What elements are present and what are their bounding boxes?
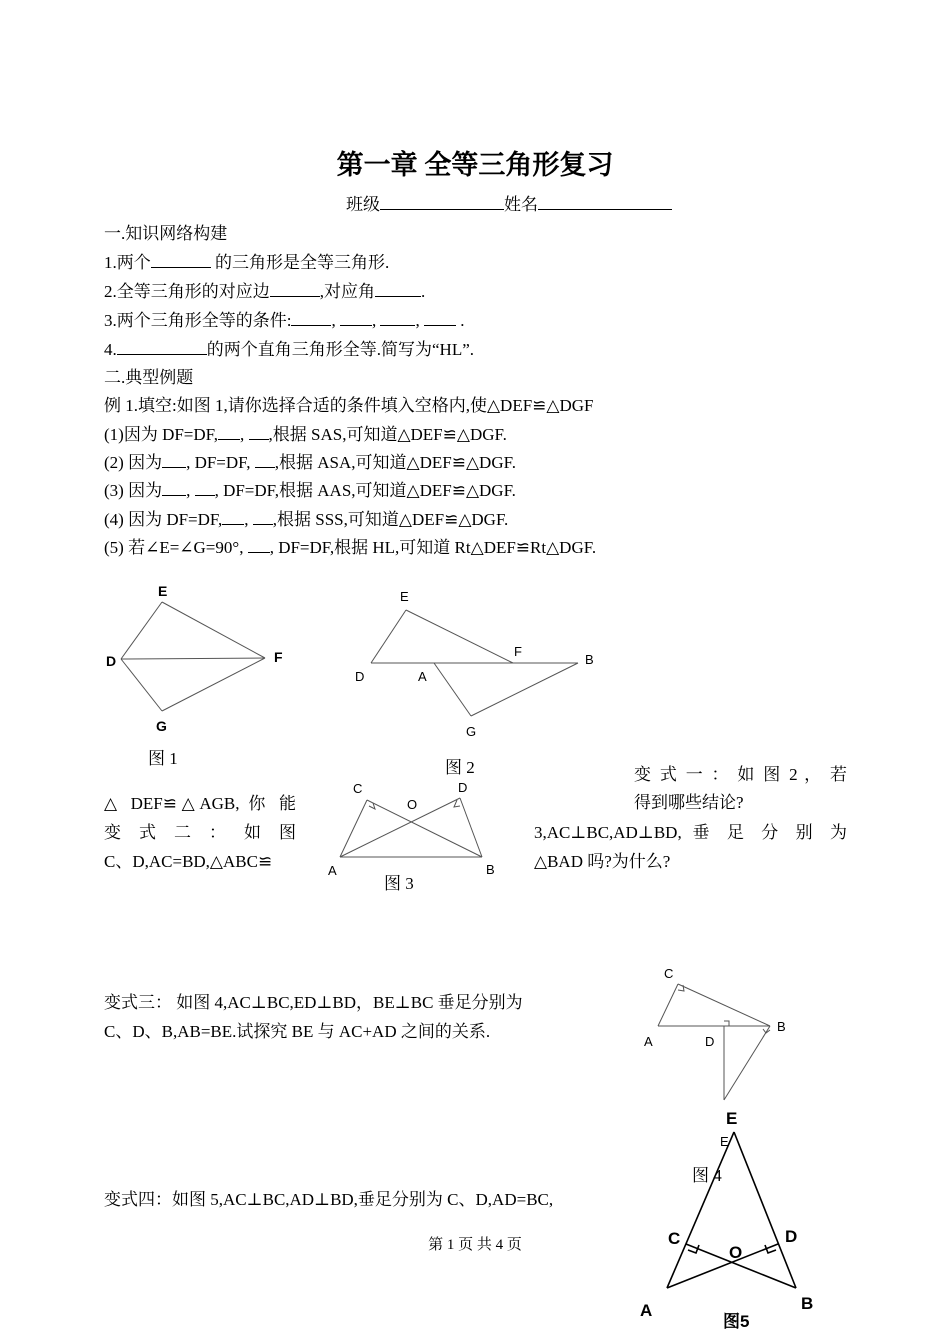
fig1-label-e: E (158, 583, 168, 599)
ex1-3-text-end: , DF=DF,根据 AAS,可知道△DEF≌△DGF. (214, 481, 516, 500)
example-1-item-2 (104, 448, 516, 473)
ex1-2-mid: , DF=DF, (186, 453, 255, 472)
example-1-item-5 (104, 533, 596, 558)
fig3-label-c: C (353, 781, 363, 796)
fig5-label-d: D (785, 1227, 798, 1246)
ex1-3-blank-2[interactable] (195, 479, 215, 496)
figure-2-caption: 图 2 (445, 758, 475, 777)
fig5-label-c: C (668, 1229, 681, 1248)
figure-5-diagram (630, 1100, 830, 1336)
q3-blank-3[interactable] (380, 309, 415, 326)
fig2-edge-ef (406, 610, 513, 663)
q2-text-mid: ,对应角 (319, 282, 375, 301)
q4-text: 4. (104, 340, 117, 359)
fig1-edge-df (121, 658, 265, 659)
variant-2-left-3: C、D,AC=BD,△ABC≌ (104, 852, 273, 871)
fig3-line-ac (340, 800, 367, 857)
fig1-edge-dg (121, 659, 162, 711)
page-footer: 第 1 页 共 4 页 (428, 1237, 522, 1253)
variant-3-line-1: 变式三： 如图 4,AC⊥BC,ED⊥BD，BE⊥BC 垂足分别为 (104, 993, 523, 1012)
figure-1-diagram (100, 578, 300, 738)
name-label: 姓名 (504, 195, 538, 214)
class-label: 班级 (346, 195, 380, 214)
section-heading-1: 一.知识网络构建 (104, 224, 228, 243)
ex1-2-blank-1[interactable] (162, 451, 186, 468)
fig2-label-f: F (514, 644, 522, 659)
variant-4-line-1: 变式四：如图 5,AC⊥BC,AD⊥BD,垂足分别为 C、D,AD=BC, (104, 1190, 554, 1209)
fig4-line-cb (678, 984, 770, 1026)
question-2 (104, 277, 425, 302)
figure-2-diagram (340, 585, 610, 745)
q1-text-end: 的三角形是全等三角形. (210, 253, 390, 272)
figure-3-caption: 图 3 (384, 874, 414, 893)
figure-3-diagram (320, 775, 510, 885)
ex1-1-text: (1)因为 DF=DF, (104, 425, 219, 444)
fig1-edge-de (121, 602, 162, 659)
fig2-edge-de (371, 610, 406, 663)
ex1-5-blank[interactable] (248, 536, 270, 553)
fig3-line-da (340, 798, 460, 857)
example-1-item-4 (104, 505, 508, 530)
fig4-line-ac (658, 984, 678, 1026)
fig3-line-cb (367, 800, 482, 857)
ex1-1-sep: , (240, 425, 249, 444)
name-blank[interactable] (538, 193, 672, 210)
fig4-label-e: E (720, 1134, 729, 1149)
q1-text: 1.两个 (104, 253, 151, 272)
ex1-1-blank-2[interactable] (249, 423, 269, 440)
q3-sep: , (331, 311, 340, 330)
ex1-1-blank-1[interactable] (218, 423, 240, 440)
q3-sep: , (415, 311, 424, 330)
figure-5-caption: 图5 (723, 1312, 750, 1331)
fig4-label-d: D (705, 1034, 715, 1049)
question-1 (104, 248, 389, 273)
fig2-edge-gb (471, 663, 578, 716)
ex1-5-text: (5) 若∠E=∠G=90°, (104, 538, 248, 557)
ex1-1-text-end: ,根据 SAS,可知道△DEF≌△DGF. (268, 425, 507, 444)
fig5-label-o: O (729, 1243, 743, 1262)
ex1-2-text: (2) 因为 (104, 453, 163, 472)
fig1-edge-ef (162, 602, 265, 658)
ex1-3-text: (3) 因为 (104, 481, 163, 500)
fig2-edge-ag (434, 663, 471, 716)
q1-blank[interactable] (151, 251, 211, 268)
ex1-4-text-end: ,根据 SSS,可知道△DEF≌△DGF. (272, 510, 509, 529)
q2-blank-1[interactable] (270, 280, 320, 297)
fig2-label-d: D (355, 669, 365, 684)
q3-sep: , (371, 311, 381, 330)
fig2-label-a: A (418, 669, 427, 684)
fig1-label-f: F (274, 649, 283, 665)
fig5-label-a: A (640, 1301, 653, 1320)
fig1-edge-gf (162, 658, 265, 711)
fig2-label-g: G (466, 724, 477, 739)
figure-1-caption: 图 1 (148, 749, 178, 768)
ex1-5-text-end: , DF=DF,根据 HL,可知道 Rt△DEF≌Rt△DGF. (269, 538, 597, 557)
q3-blank-4[interactable] (424, 309, 456, 326)
fig5-label-e: E (726, 1109, 738, 1128)
fig4-label-a: A (644, 1034, 653, 1049)
fig2-label-e: E (400, 589, 409, 604)
ex1-4-blank-2[interactable] (253, 508, 273, 525)
class-blank[interactable] (380, 193, 504, 210)
ex1-4-sep: , (244, 510, 253, 529)
ex1-2-blank-2[interactable] (255, 451, 275, 468)
question-4 (104, 335, 474, 360)
fig4-right-angle-d (724, 1021, 729, 1026)
fig3-label-a: A (328, 863, 337, 878)
variant-2-left-1: △ DEF≌△AGB, 你 能 (104, 794, 296, 813)
figure-4-caption: 图 4 (692, 1166, 722, 1185)
ex1-3-sep: , (186, 481, 195, 500)
fig3-label-o: O (407, 797, 418, 812)
example-1-prompt: 例 1.填空:如图 1,请你选择合适的条件填入空格内,使△DEF≌△DGF (104, 396, 594, 415)
variant-3-line-2: C、D、B,AB=BE.试探究 BE 与 AC+AD 之间的关系. (104, 1022, 491, 1041)
question-3 (104, 306, 464, 331)
q3-blank-2[interactable] (340, 309, 372, 326)
q3-blank-1[interactable] (291, 309, 331, 326)
ex1-3-blank-1[interactable] (162, 479, 186, 496)
fig4-line-eb (724, 1026, 770, 1100)
variant-1-line-1: 变 式 一 ： 如 图 2 ， 若 (634, 765, 847, 784)
q2-text-end: . (421, 282, 426, 301)
q3-text-end: . (455, 311, 465, 330)
fig3-label-d: D (458, 780, 468, 795)
fig4-label-b: B (777, 1019, 786, 1034)
ex1-2-text-end: ,根据 ASA,可知道△DEF≌△DGF. (274, 453, 516, 472)
example-1-item-3 (104, 476, 516, 501)
fig3-label-b: B (486, 862, 495, 877)
variant-2-left-2: 变 式 二 ： 如 图 (104, 823, 296, 842)
student-info (346, 190, 672, 215)
fig2-label-b: B (585, 652, 594, 667)
fig1-label-d: D (106, 653, 117, 669)
fig5-line-eb (734, 1132, 796, 1288)
example-1-item-1 (104, 420, 507, 445)
q2-blank-2[interactable] (375, 280, 421, 297)
page-title: 第一章 全等三角形复习 (336, 150, 614, 180)
q2-text: 2.全等三角形的对应边 (104, 282, 270, 301)
fig4-label-c: C (664, 966, 674, 981)
fig1-label-g: G (156, 718, 167, 734)
ex1-4-text: (4) 因为 DF=DF, (104, 510, 223, 529)
variant-2-right-2: △BAD 吗?为什么? (534, 852, 671, 871)
q4-text-end: 的两个直角三角形全等.简写为“HL”. (206, 340, 475, 359)
ex1-4-blank-1[interactable] (222, 508, 244, 525)
q3-text: 3.两个三角形全等的条件: (104, 311, 292, 330)
q4-blank[interactable] (117, 338, 207, 355)
fig5-label-b: B (801, 1294, 814, 1313)
variant-2-right-1: 3,AC⊥BC,AD⊥BD, 垂 足 分 别 为 (534, 823, 847, 842)
section-heading-2: 二.典型例题 (104, 368, 194, 387)
variant-1-line-2: 得到哪些结论? (634, 793, 744, 812)
